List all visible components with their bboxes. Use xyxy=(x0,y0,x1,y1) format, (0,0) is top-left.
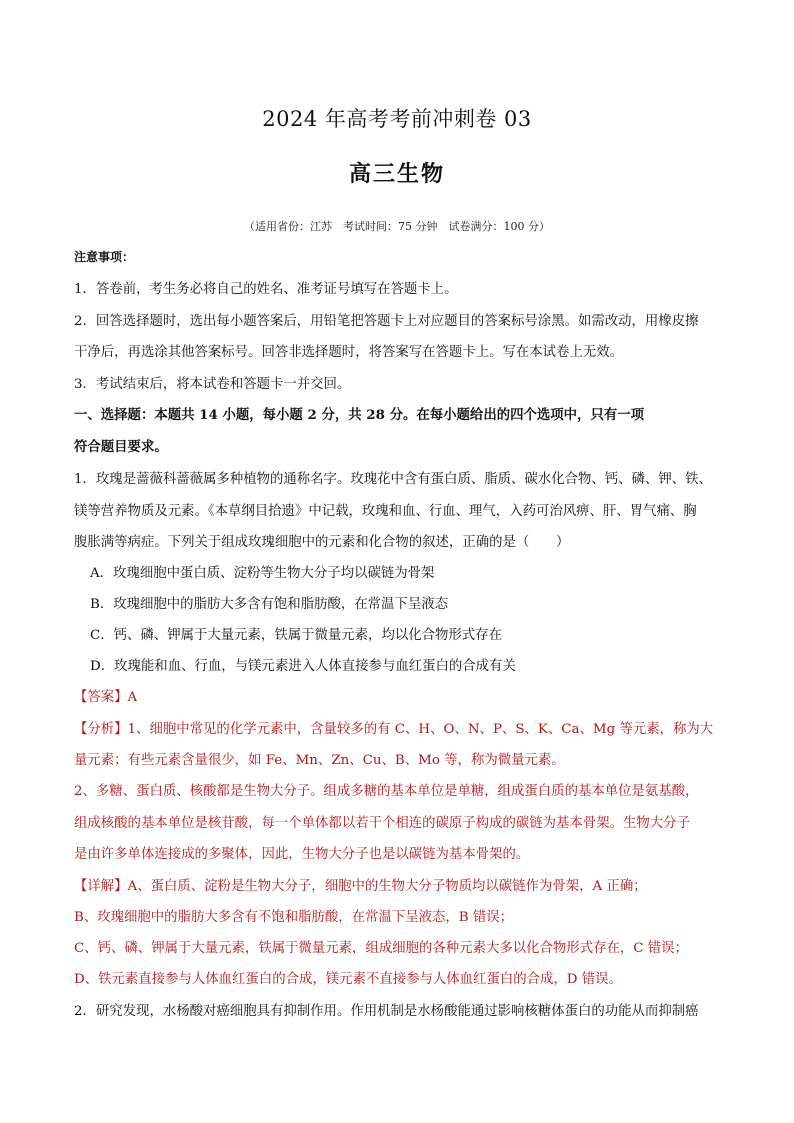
option-b: B．玫瑰细胞中的脂肪大多含有饱和脂肪酸，在常温下呈液态 xyxy=(90,597,448,612)
notes-item: 1．答卷前，考生务必将自己的姓名、准考证号填写在答题卡上。 xyxy=(74,282,458,297)
question-stem-line: 2．研究发现，水杨酸对癌细胞具有抑制作用。作用机制是水杨酸能通过影响核糖体蛋白的功能从而抑制癌 xyxy=(74,1004,699,1019)
option-c: C．钙、磷、钾属于大量元素，铁属于微量元素，均以化合物形式存在 xyxy=(90,628,502,643)
page-subtitle: 高三生物 xyxy=(348,161,445,187)
notes-item: 2．回答选择题时，选出每小题答案后，用铅笔把答题卡上对应题目的答案标号涂黑。如需改动，用橡皮擦 xyxy=(74,314,699,329)
detail-line: D、铁元素直接参与人体血红蛋白的合成，镁元素不直接参与人体血红蛋白的合成，D 错误。 xyxy=(74,972,622,987)
notes-item: 3．考试结束后，将本试卷和答题卡一并交回。 xyxy=(74,377,351,392)
detail-line: B、玫瑰细胞中的脂肪大多含有不饱和脂肪酸，在常温下呈液态，B 错误； xyxy=(74,910,514,925)
question-stem-line: 1．玫瑰是蔷薇科蔷薇属多种植物的通称名字。玫瑰花中含有蛋白质、脂质、碳水化合物、钙、磷、钾、铁、 xyxy=(74,472,712,487)
question-stem-line: 腹胀满等病症。下列关于组成玫瑰细胞中的元素和化合物的叙述，正确的是（ ） xyxy=(74,535,570,550)
analysis-line: 量元素；有些元素含量很少，如 Fe、Mn、Zn、Cu、B、Mo 等，称为微量元素。 xyxy=(74,753,565,768)
detail-line: 【详解】A、蛋白质、淀粉是生物大分子，细胞中的生物大分子物质均以碳链作为骨架，A 正确； xyxy=(74,879,647,894)
option-a: A．玫瑰细胞中蛋白质、淀粉等生物大分子均以碳链为骨架 xyxy=(90,566,435,581)
answer-line: 【答案】A xyxy=(74,690,138,705)
analysis-line: 是由许多单体连接成的多聚体，因此，生物大分子也是以碳链为基本骨架的。 xyxy=(74,847,530,862)
analysis-line: 【分析】1、细胞中常见的化学元素中，含量较多的有 C、H、O、N、P、S、K、Ca、Mg 等元素，称为大 xyxy=(74,722,714,737)
analysis-line: 2、多糖、蛋白质、核酸都是生物大分子。组成多糖的基本单位是单糖，组成蛋白质的基本单位是氨基酸， xyxy=(74,784,699,799)
exam-meta: （适用省份：江苏 考试时间：75 分钟 试卷满分：100 分） xyxy=(244,220,550,233)
option-d: D．玫瑰能和血、行血，与镁元素进入人体直接参与血红蛋白的合成有关 xyxy=(90,659,516,674)
notes-item: 干净后，再选涂其他答案标号。回答非选择题时，将答案写在答题卡上。写在本试卷上无效。 xyxy=(74,345,624,360)
analysis-line: 组成核酸的基本单位是核苷酸，每一个单体都以若干个相连的碳原子构成的碳链为基本骨架。生物大分子 xyxy=(74,816,690,831)
notes-heading: 注意事项： xyxy=(74,250,135,264)
section-heading-line: 符合题目要求。 xyxy=(74,439,168,455)
page-title: 2024 年高考考前冲刺卷 03 xyxy=(262,107,532,131)
detail-line: C、钙、磷、钾属于大量元素，铁属于微量元素，组成细胞的各种元素大多以化合物形式存在，C 错误； xyxy=(74,941,688,956)
question-stem-line: 镁等营养物质及元素。《本草纲目拾遗》中记载，玫瑰和血、行血、理气，入药可治风痹、肝、胃气痛、胸 xyxy=(74,504,697,519)
section-heading-line: 一、选择题：本题共 14 小题，每小题 2 分，共 28 分。在每小题给出的四个选项中，只有一项 xyxy=(74,407,645,423)
